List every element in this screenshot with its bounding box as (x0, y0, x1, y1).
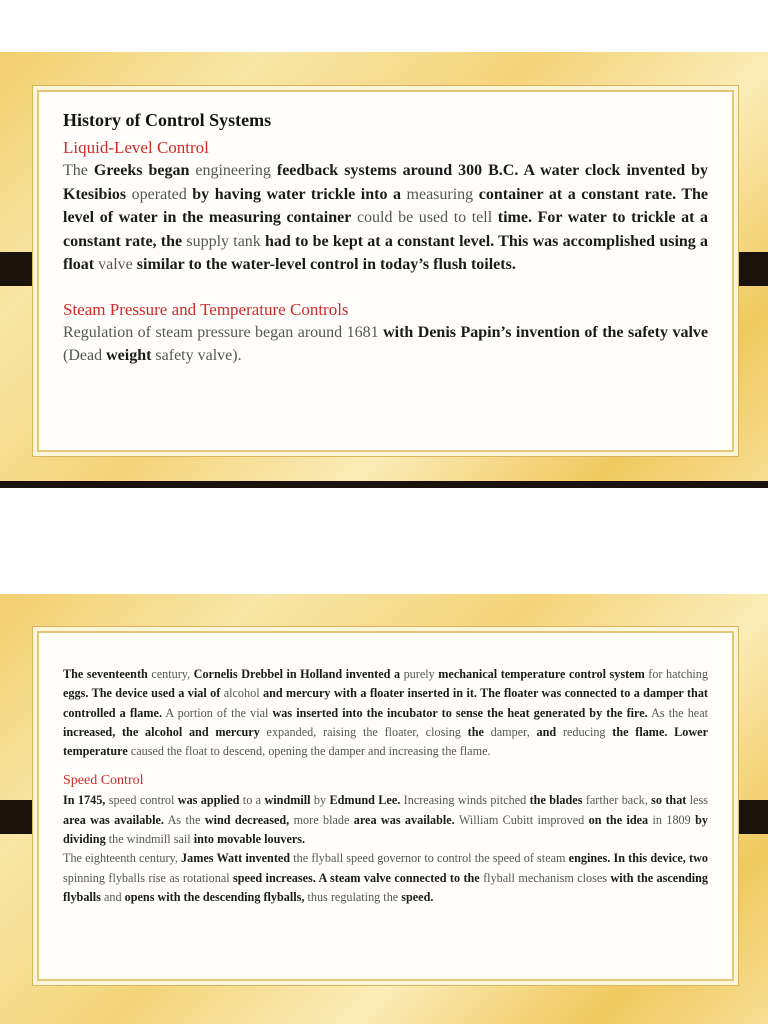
text-run: operated (126, 185, 193, 203)
text-run: for hatching (644, 667, 708, 681)
text-run: had to be kept at a constant level. This was accomplished using a float (63, 232, 709, 273)
text-run: the flyball speed governor to control the speed of steam (290, 851, 569, 866)
paragraph-liquid-level (63, 159, 708, 277)
text-run: eggs. The device used a vial of (63, 686, 221, 701)
text-run: alcohol (220, 686, 263, 701)
text-run: engines. In this device, two (568, 851, 708, 866)
text-run: James Watt invented (181, 851, 291, 866)
text-run: by (310, 793, 330, 808)
text-run: by dividing (63, 812, 708, 847)
text-run: mechanical temperature control system (438, 667, 645, 681)
text-run: (Dead (63, 347, 107, 364)
content-panel (37, 90, 734, 452)
text-run: so that (651, 793, 687, 808)
slide-title: History of Control Systems (63, 110, 272, 130)
text-run: The eighteenth century, (63, 851, 182, 866)
text-run: weight (106, 347, 152, 364)
text-run: container at a constant rate. The level of water in the measuring container (63, 185, 709, 226)
text-run: and (536, 724, 557, 739)
text-run: reducing (556, 724, 613, 739)
text-run: speed. (401, 889, 434, 904)
text-run: A portion of the vial (162, 705, 273, 720)
text-run: In 1745, (63, 793, 106, 808)
text-run: thus regulating the (304, 889, 402, 904)
text-run: Greeks began (93, 162, 190, 179)
text-run: valve (94, 256, 137, 273)
text-run: century, (147, 667, 194, 681)
text-run: windmill (264, 793, 311, 808)
text-run: William Cubitt improved (454, 812, 589, 827)
text-run: feedback systems around 300 B.C. A water clock invented by Ktesibios (63, 162, 709, 203)
text-run: the windmill sail (105, 832, 194, 847)
text-run: Regulation of steam pressure began around 1681 (63, 323, 384, 341)
section-heading-speed-control: Speed Control (63, 773, 144, 789)
text-run: in 1809 (648, 812, 696, 827)
text-run: opens with the descending flyballs, (124, 889, 305, 904)
text-run: more blade (289, 812, 354, 827)
text-run: Edmund Lee. (329, 793, 401, 808)
text-run: As the (163, 812, 205, 827)
text-run: safety valve). (151, 347, 242, 364)
text-run: damper, (483, 724, 537, 739)
text-run: less (686, 793, 709, 808)
text-run: similar to the water-level control in today’s flush toilets. (136, 256, 516, 273)
text-run: and mercury with a floater inserted in it. The floater was connected to a damper that controlled a flame. (63, 686, 708, 720)
paragraph-watt-governor (63, 849, 708, 907)
text-run: The seventeenth (63, 667, 148, 681)
paragraph-windmill (63, 791, 708, 849)
text-run: The (63, 162, 94, 179)
text-run: speed increases. A steam valve connected to the (233, 870, 480, 885)
text-run: speed control (105, 793, 178, 808)
text-run: with Denis Papin’s invention of the safety valve (383, 323, 708, 341)
text-run: the flame. Lower temperature (63, 724, 708, 759)
text-run: area was available. (353, 812, 455, 827)
text-run: As the heat (647, 705, 708, 720)
text-run: into movable louvers. (193, 832, 306, 847)
text-run: expanded, raising the floater, closing (259, 724, 468, 739)
text-run: and (100, 889, 125, 904)
text-run: Cornelis Drebbel in Holland invented a (193, 667, 401, 681)
text-run: increased, the alcohol and mercury (63, 724, 260, 739)
slide-liquid-level-and-steam (0, 52, 768, 488)
text-run: on the idea (588, 812, 649, 827)
text-run: engineering (189, 162, 277, 179)
slide-temperature-and-speed (0, 594, 768, 1024)
content-panel (37, 631, 734, 981)
text-run: farther back, (582, 793, 652, 808)
text-run: to a (239, 793, 265, 808)
text-run: measuring (401, 185, 479, 203)
text-run: Increasing winds pitched (400, 793, 530, 808)
text-run: spinning flyballs rise as rotational (63, 870, 234, 885)
text-run: was applied (177, 793, 240, 808)
paragraph-steam-pressure (63, 321, 708, 368)
text-run: the blades (529, 793, 583, 808)
text-run: supply tank (182, 232, 266, 250)
text-run: area was available. (63, 812, 164, 827)
section-heading-steam-pressure: Steam Pressure and Temperature Controls (63, 299, 349, 319)
text-run: was inserted into the incubator to sense the heat generated by the fire. (272, 705, 648, 720)
text-run: wind decreased, (204, 812, 290, 827)
text-run: could be used to tell (351, 209, 498, 226)
slide-bottom-bar (0, 481, 768, 488)
text-run: time. For water to trickle at a constant rate, the (63, 209, 709, 250)
section-heading-liquid-level: Liquid-Level Control (63, 138, 209, 157)
paragraph-drebbel (63, 665, 708, 761)
text-run: flyball mechanism closes (479, 870, 611, 885)
text-run: purely (400, 667, 439, 681)
text-run: the (467, 724, 484, 739)
text-run: with the ascending flyballs (63, 870, 709, 904)
text-run: by having water trickle into a (192, 185, 401, 203)
text-run: caused the float to descend, opening the damper and increasing the flame. (127, 744, 491, 759)
